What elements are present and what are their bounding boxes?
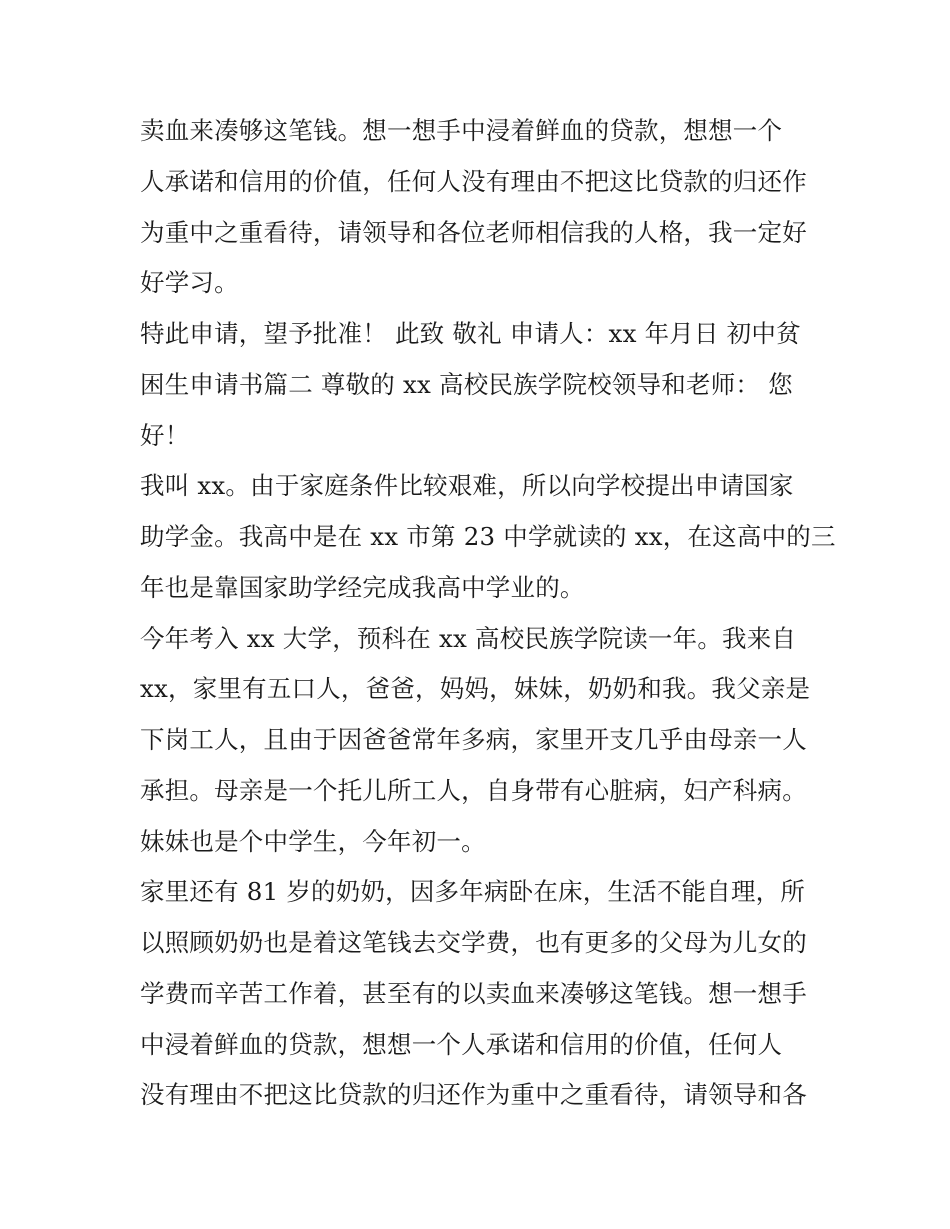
text-line: xx，家里有五口人，爸爸，妈妈，妹妹，奶奶和我。我父亲是	[140, 674, 811, 704]
text-line: 人承诺和信用的价值，任何人没有理由不把这比贷款的归还作	[140, 166, 807, 196]
text-line: 以照顾奶奶也是着这笔钱去交学费，也有更多的父母为儿女的	[140, 928, 807, 957]
text-line: 学费而辛苦工作着，甚至有的以卖血来凑够这笔钱。想一想手	[140, 978, 807, 1008]
text-line: 没有理由不把这比贷款的归还作为重中之重看待，请领导和各	[140, 1080, 807, 1110]
text-line: 年也是靠国家助学经完成我高中学业的。	[140, 572, 585, 602]
text-line: 为重中之重看待，请领导和各位老师相信我的人格，我一定好	[140, 217, 807, 247]
text-line: 困生申请书篇二 尊敬的 xx 高校民族学院校领导和老师： 您	[140, 369, 793, 399]
text-line: 特此申请，望予批准！ 此致 敬礼 申请人：xx 年月日 初中贫	[140, 319, 801, 348]
text-line: 下岗工人，且由于因爸爸常年多病，家里开支几乎由母亲一人	[140, 725, 807, 754]
text-line: 我叫 xx。由于家庭条件比较艰难，所以向学校提出申请国家	[140, 471, 794, 501]
text-line: 妹妹也是个中学生，今年初一。	[140, 826, 486, 856]
text-line: 今年考入 xx 大学，预科在 xx 高校民族学院读一年。我来自	[140, 623, 797, 653]
text-line: 助学金。我高中是在 xx 市第 23 中学就读的 xx，在这高中的三	[140, 522, 836, 551]
text-line: 家里还有 81 岁的奶奶，因多年病卧在床，生活不能自理，所	[140, 877, 806, 907]
text-line: 好！	[140, 420, 190, 450]
text-line: 中浸着鲜血的贷款，想想一个人承诺和信用的价值，任何人	[140, 1029, 783, 1059]
text-line: 好学习。	[140, 268, 239, 298]
text-line: 卖血来凑够这笔钱。想一想手中浸着鲜血的贷款，想想一个	[140, 116, 783, 145]
document-body	[140, 106, 836, 1121]
text-line: 承担。母亲是一个托儿所工人，自身带有心脏病，妇产科病。	[140, 775, 807, 805]
